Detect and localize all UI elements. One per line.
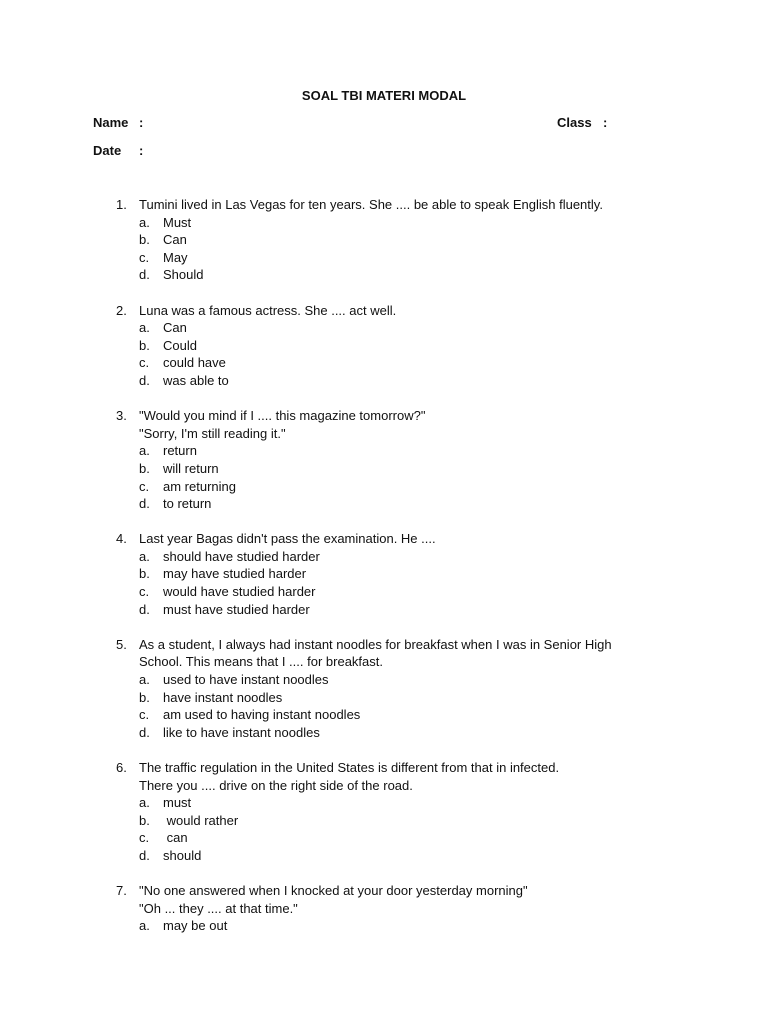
option-text: will return <box>163 460 219 476</box>
option-letter: a. <box>139 795 150 811</box>
option-text: would have studied harder <box>163 584 316 600</box>
question-number: 4. <box>116 531 127 547</box>
option-letter: b. <box>139 566 150 582</box>
option-letter: c. <box>139 355 150 371</box>
answer-option <box>0 565 768 583</box>
option-text: can <box>163 830 188 846</box>
option-letter: c. <box>139 707 150 723</box>
option-text: may have studied harder <box>163 566 307 582</box>
answer-option <box>0 706 768 724</box>
class-colon: : <box>603 115 608 130</box>
option-letter: d. <box>139 372 150 388</box>
name-colon: : <box>139 115 144 130</box>
question-number: 2. <box>116 302 127 318</box>
option-letter: c. <box>139 584 150 600</box>
answer-option <box>0 829 768 847</box>
answer-option <box>0 249 768 267</box>
option-text: am returning <box>163 478 236 494</box>
question-text: "Would you mind if I .... this magazine tomorrow?" "Sorry, I'm still reading it." <box>139 408 426 441</box>
option-letter: b. <box>139 689 150 705</box>
option-text: should <box>163 847 202 863</box>
option-letter: b. <box>139 460 150 476</box>
document-title: SOAL TBI MATERI MODAL <box>301 88 467 103</box>
option-text: Could <box>163 337 197 353</box>
question-text: The traffic regulation in the United States is different from that in infected. There you .... drive on the right side of the road. <box>139 760 560 793</box>
option-text: was able to <box>163 372 229 388</box>
option-letter: c. <box>139 249 150 265</box>
answer-option <box>0 671 768 689</box>
option-text: Should <box>163 267 204 283</box>
option-text: to return <box>163 496 212 512</box>
option-text: may be out <box>163 918 228 934</box>
question-text: Tumini lived in Las Vegas for ten years. She .... be able to speak English fluently. <box>139 197 603 212</box>
answer-option <box>0 478 768 496</box>
option-text: used to have instant noodles <box>163 672 329 688</box>
option-text: am used to having instant noodles <box>163 707 361 723</box>
option-text: Can <box>163 232 187 248</box>
question-number: 6. <box>116 760 127 775</box>
option-text: have instant noodles <box>163 689 283 705</box>
option-letter: d. <box>139 267 150 283</box>
answer-option <box>0 794 768 812</box>
question-text: Last year Bagas didn't pass the examination. He .... <box>139 531 436 547</box>
option-text: should have studied harder <box>163 548 320 564</box>
option-letter: a. <box>139 918 150 934</box>
option-letter: d. <box>139 847 150 863</box>
question-number: 3. <box>116 408 127 424</box>
answer-option <box>0 724 768 742</box>
answer-option <box>0 214 768 232</box>
question-number: 7. <box>116 883 127 899</box>
answer-option <box>0 337 768 355</box>
answer-option <box>0 495 768 513</box>
name-label: Name <box>93 115 129 130</box>
date-colon: : <box>139 143 144 158</box>
option-letter: d. <box>139 496 150 512</box>
question-number: 5. <box>116 636 127 652</box>
question-number: 1. <box>116 197 127 212</box>
option-text: Must <box>163 214 192 230</box>
option-text: would rather <box>163 812 239 828</box>
answer-option <box>0 354 768 372</box>
option-text: must have studied harder <box>163 601 310 617</box>
question-item <box>0 302 768 390</box>
answer-option <box>0 601 768 619</box>
answer-option <box>0 319 768 337</box>
option-letter: b. <box>139 812 150 828</box>
option-letter: a. <box>139 443 150 459</box>
answer-option <box>0 689 768 707</box>
option-letter: a. <box>139 320 150 336</box>
answer-option <box>0 460 768 478</box>
option-letter: c. <box>139 830 150 846</box>
option-letter: b. <box>139 232 150 248</box>
question-text: Luna was a famous actress. She .... act well. <box>139 302 397 318</box>
answer-option <box>0 583 768 601</box>
question-item <box>0 882 768 935</box>
date-label: Date <box>93 143 122 158</box>
question-list <box>0 196 768 953</box>
option-letter: d. <box>139 724 150 740</box>
option-letter: c. <box>139 478 150 494</box>
question-item <box>0 196 768 284</box>
option-letter: a. <box>139 672 150 688</box>
option-text: must <box>163 795 192 811</box>
option-text: could have <box>163 355 226 371</box>
answer-option <box>0 917 768 935</box>
option-letter: a. <box>139 548 150 564</box>
class-label: Class <box>557 115 592 130</box>
option-letter: b. <box>139 337 150 353</box>
answer-option <box>0 266 768 284</box>
option-letter: a. <box>139 214 150 230</box>
question-item <box>0 636 768 742</box>
answer-option <box>0 372 768 390</box>
question-item <box>0 407 768 513</box>
option-letter: d. <box>139 601 150 617</box>
option-text: May <box>163 249 188 265</box>
answer-option <box>0 548 768 566</box>
question-item <box>0 759 768 865</box>
answer-option <box>0 231 768 249</box>
question-text: "No one answered when I knocked at your door yesterday morning" "Oh ... they .... at that time." <box>139 883 528 916</box>
question-item <box>0 530 768 618</box>
option-text: Can <box>163 320 187 336</box>
option-text: return <box>163 443 197 459</box>
answer-option <box>0 847 768 865</box>
answer-option <box>0 442 768 460</box>
option-text: like to have instant noodles <box>163 724 320 740</box>
question-text: As a student, I always had instant noodles for breakfast when I was in Senior High School. This means that I .... for breakfast. <box>139 636 612 670</box>
answer-option <box>0 812 768 830</box>
